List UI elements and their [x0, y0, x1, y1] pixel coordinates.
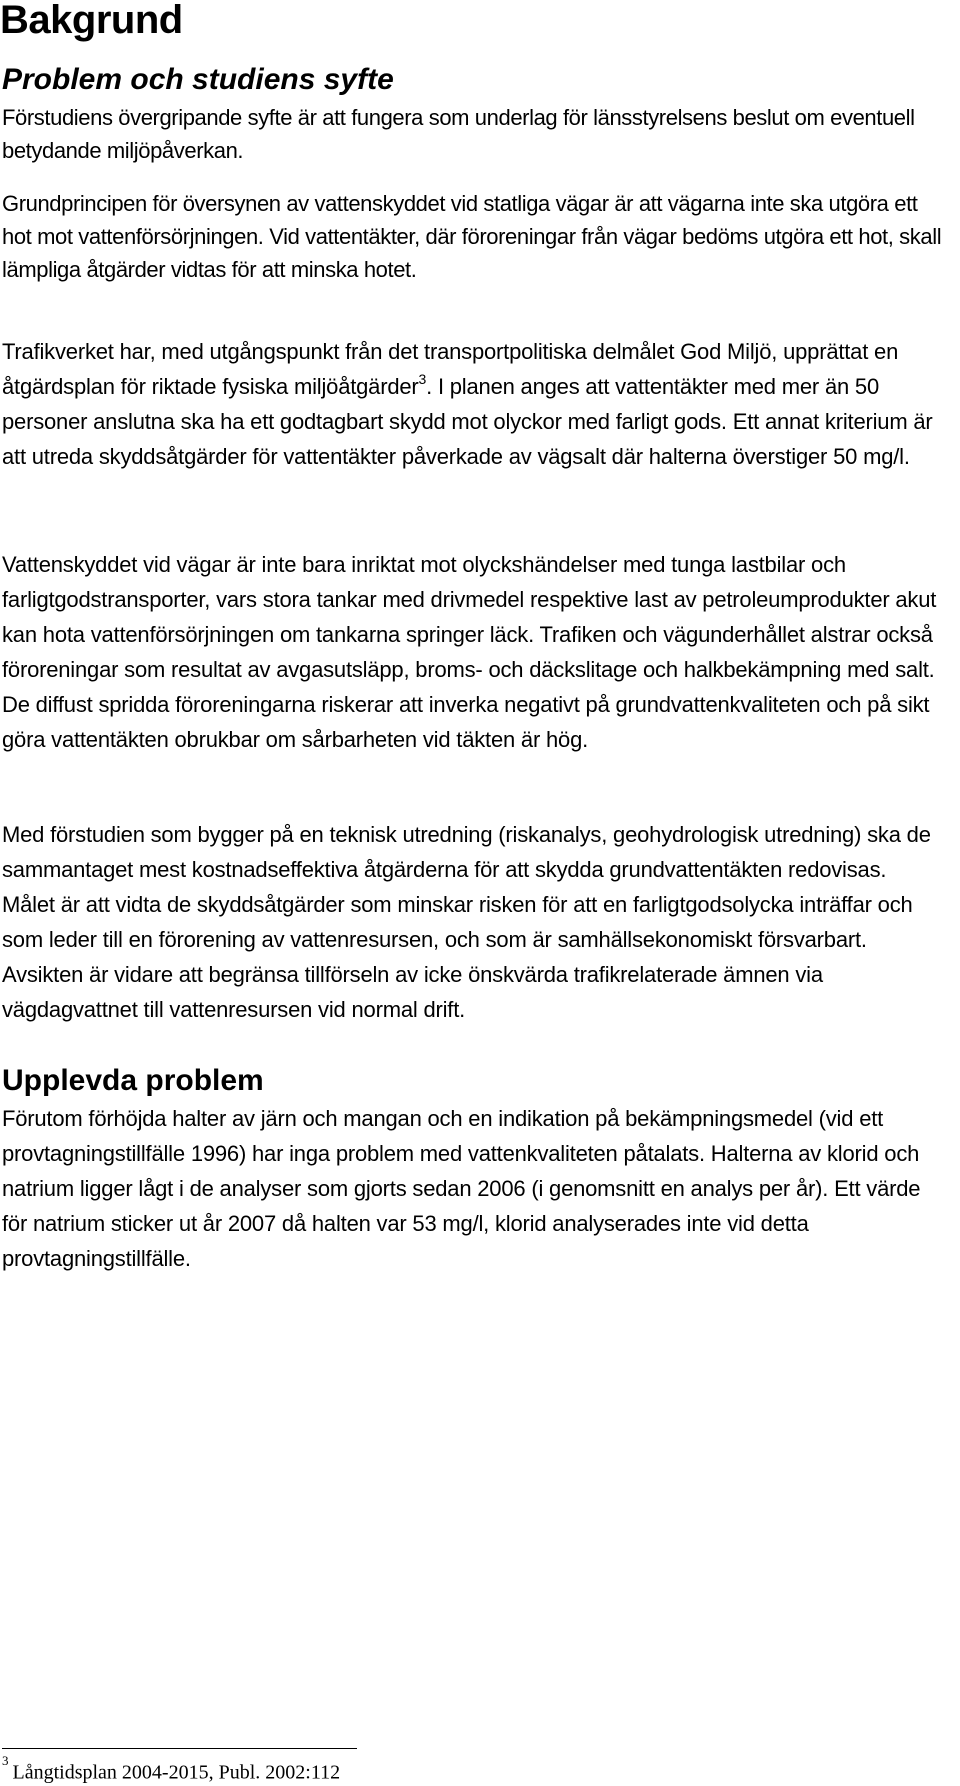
footnote-text: Långtidsplan 2004-2015, Publ. 2002:112: [12, 1761, 341, 1784]
paragraph-grundprincipen: Grundprincipen för översynen av vattenskyddet vid statliga vägar är att vägarna inte ska utgöra ett hot mot vattenförsörjningen. Vid vattentäkter, där föroreningar från vägar bedöms utgöra ett hot, skall lämpliga åtgärder vidtas för att minska hotet.: [2, 191, 942, 282]
trafikverket-text-after: . I planen anges att vattentäkter med mer än 50 personer anslutna ska ha ett godtagbart skydd mot olyckor med farligt gods. Ett annat kriterium är att utreda skyddsåtgärder för vattentäkter påverkade av vägsalt där halterna överstiger 50 mg/l.: [2, 374, 933, 469]
paragraph-upplevda: Förutom förhöjda halter av järn och mangan och en indikation på bekämpningsmedel (vid ett provtagningstillfälle 1996) har inga problem med vattenkvaliteten påtalats. Halterna av klorid och natrium ligger lågt i de analyser som gjorts sedan 2006 (i genomsnitt en analys per år). Ett värde för natrium sticker ut år 2007 då halten var 53 mg/l, klorid analyserades inte vid detta provtagningstillfälle.: [2, 1106, 921, 1271]
trafikverket-text-before: Trafikverket har, med utgångspunkt från det transportpolitiska delmålet God Miljö, upprättat en åtgärdsplan för riktade fysiska miljöåtgärder: [2, 339, 899, 399]
footnote: [2, 1754, 340, 1786]
section-title-upplevda: Upplevda problem: [2, 1064, 264, 1097]
paragraph-vattenskyddet: Vattenskyddet vid vägar är inte bara inriktat mot olyckshändelser med tunga lastbilar och farligtgodstransporter, vars stora tankar med drivmedel respektive last av petroleumprodukter akut kan hota vattenförsörjningen om tankarna springer läck. Trafiken och vägunderhållet alstrar också föroreningar som resultat av avgasutsläpp, broms- och däckslitage och halkbekämpning med salt. De diffust spridda föroreningarna riskerar att inverka negativt på grundvattenkvaliteten och på sikt göra vattentäkten obrukbar om sårbarheten vid täkten är hög.: [2, 552, 937, 752]
paragraph-trafikverket: [2, 334, 942, 474]
section-title-problem: Problem och studiens syfte: [2, 63, 394, 96]
footnote-reference[interactable]: 3: [418, 370, 427, 387]
page-heading: Bakgrund: [0, 0, 183, 42]
footnote-number: 3: [2, 1753, 9, 1768]
paragraph-forstudien: Med förstudien som bygger på en teknisk utredning (riskanalys, geohydrologisk utredning) ska de sammantaget mest kostnadseffektiva åtgärderna för att skydda grundvattentäkten redovisas. Målet är att vidta de skyddsåtgärder som minskar risken för att en farligtgodsolycka inträffar och som leder till en förorening av vattenresursen, och som är samhällsekonomiskt försvarbart. Avsikten är vidare att begränsa tillförseln av icke önskvärda trafikrelaterade ämnen via vägdagvattnet till vattenresursen vid normal drift.: [2, 822, 931, 1022]
paragraph-syfte: Förstudiens övergripande syfte är att fungera som underlag för länsstyrelsens beslut om eventuell betydande miljöpåverkan.: [2, 105, 915, 163]
footnote-divider: [2, 1748, 357, 1749]
